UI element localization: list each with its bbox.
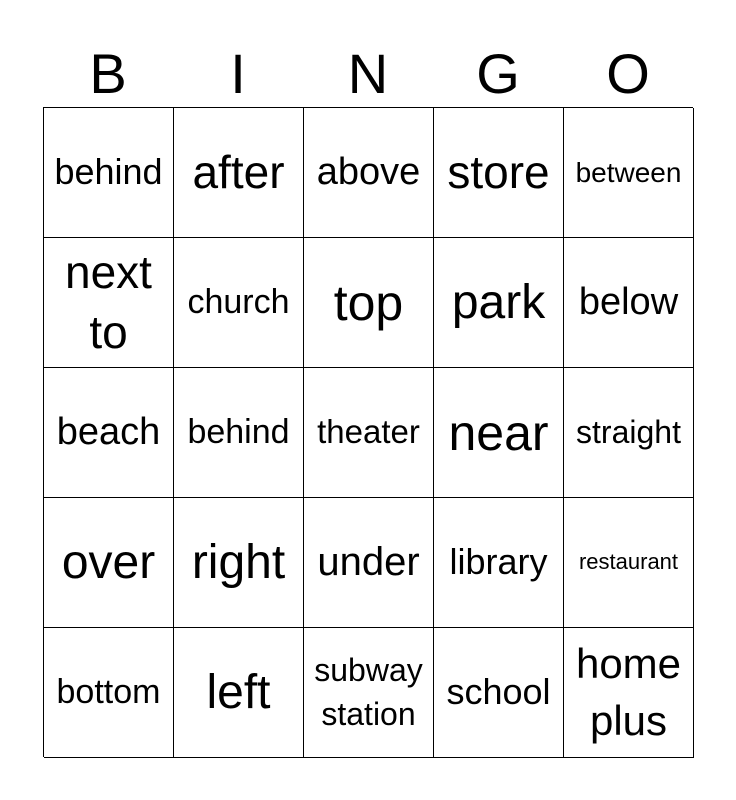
cell-label: home plus [575, 639, 682, 744]
cell-label: behind [54, 151, 163, 193]
cell-label: straight [576, 413, 681, 450]
cell-label: above [316, 151, 421, 194]
header-letter-o: O [606, 42, 650, 105]
header-letter-g: G [476, 42, 520, 105]
cell-label: below [578, 281, 679, 324]
bingo-cell-r4-c1[interactable] [174, 628, 304, 758]
cell-label: behind [187, 413, 290, 452]
cell-label: subway station [314, 652, 423, 732]
cell-label: after [192, 145, 285, 198]
header-letter-i: I [230, 42, 246, 105]
bingo-cell-r2-c2[interactable] [304, 368, 434, 498]
cell-label: beach [56, 411, 161, 454]
bingo-cell-r3-c2[interactable] [304, 498, 434, 628]
bingo-cell-r2-c0[interactable] [44, 368, 174, 498]
cell-label: over [61, 535, 156, 589]
bingo-cell-r4-c0[interactable] [44, 628, 174, 758]
bingo-cell-r0-c4[interactable] [564, 108, 694, 238]
cell-label: under [317, 540, 420, 585]
cell-label: top [333, 274, 404, 331]
bingo-cell-r0-c1[interactable] [174, 108, 304, 238]
bingo-cell-r1-c2[interactable] [304, 238, 434, 368]
bingo-cell-r0-c3[interactable] [434, 108, 564, 238]
bingo-cell-r0-c0[interactable] [44, 108, 174, 238]
cell-label: next to [65, 245, 152, 358]
bingo-cell-r1-c4[interactable] [564, 238, 694, 368]
cell-label: restaurant [578, 549, 679, 575]
bingo-cell-r3-c1[interactable] [174, 498, 304, 628]
bingo-cell-r4-c2[interactable] [304, 628, 434, 758]
cell-label: bottom [56, 673, 161, 712]
bingo-board [43, 107, 693, 757]
bingo-cell-r4-c3[interactable] [434, 628, 564, 758]
cell-label: theater [317, 413, 420, 451]
cell-label: school [446, 671, 551, 713]
cell-label: right [191, 535, 286, 589]
cell-label: between [575, 156, 682, 188]
bingo-cell-r0-c2[interactable] [304, 108, 434, 238]
bingo-cell-r2-c1[interactable] [174, 368, 304, 498]
bingo-cell-r1-c1[interactable] [174, 238, 304, 368]
cell-label: library [449, 541, 548, 583]
cell-label: store [447, 145, 550, 198]
bingo-header [43, 40, 693, 108]
header-letter-b: B [89, 42, 127, 105]
bingo-cell-r4-c4[interactable] [564, 628, 694, 758]
bingo-cell-r3-c0[interactable] [44, 498, 174, 628]
bingo-cell-r1-c3[interactable] [434, 238, 564, 368]
cell-label: near [448, 404, 549, 461]
bingo-cell-r2-c4[interactable] [564, 368, 694, 498]
bingo-cell-r3-c3[interactable] [434, 498, 564, 628]
bingo-cell-r2-c3[interactable] [434, 368, 564, 498]
cell-label: church [187, 283, 290, 322]
bingo-cell-r1-c0[interactable] [44, 238, 174, 368]
cell-label: left [206, 665, 271, 719]
header-letter-n: N [347, 42, 389, 105]
bingo-cell-r3-c4[interactable] [564, 498, 694, 628]
cell-label: park [451, 275, 546, 329]
